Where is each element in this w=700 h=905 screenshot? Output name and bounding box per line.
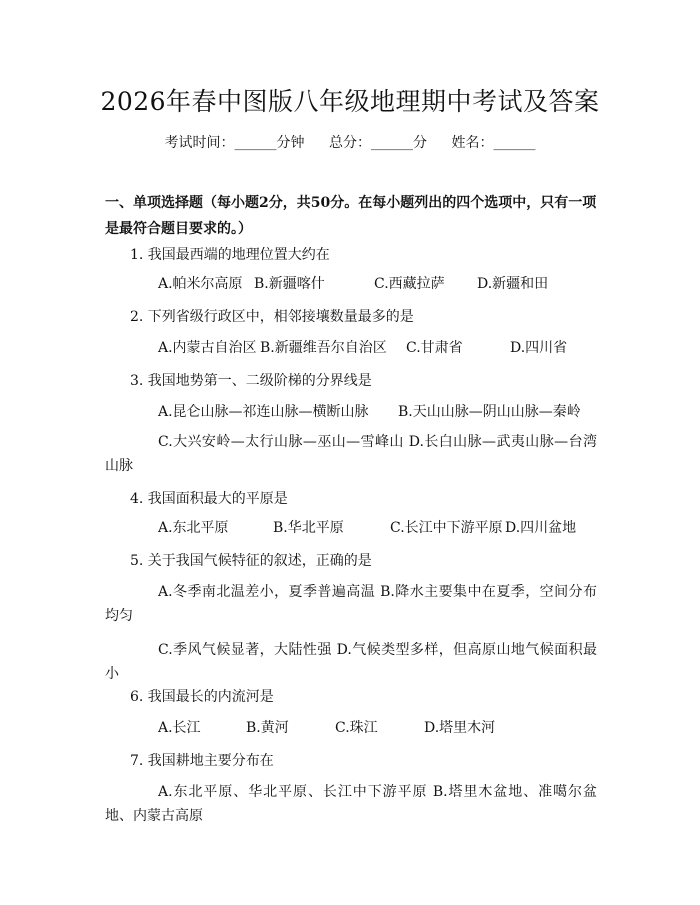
option-a: A.内蒙古自治区: [158, 340, 257, 356]
option-a: A.昆仑山脉—祁连山脉—横断山脉: [158, 404, 369, 420]
section-heading: 一、单项选择题（每小题2分，共50分。在每小题列出的四个选项中，只有一项是最符合题目要求的。）: [105, 195, 597, 237]
question-7: 7. 我国耕地主要分布在: [130, 753, 274, 769]
option-a: A.长江: [158, 720, 201, 736]
option-b: B.黄河: [246, 720, 289, 736]
option-d: D.四川盆地: [505, 520, 577, 536]
student-name: 姓名：______: [451, 135, 536, 151]
option-c: C.甘肃省: [406, 340, 463, 356]
question-5-options-line2: C.季风气候显著，大陆性强 D.气候类型多样，但高原山地气候面积最小: [105, 642, 597, 682]
option-b: B.新疆维吾尔自治区: [260, 340, 387, 356]
option-d: D.塔里木河: [424, 720, 496, 736]
question-4-options: [105, 516, 597, 540]
question-5: 5. 关于我国气候特征的叙述，正确的是: [130, 553, 372, 569]
page-title: 2026年春中图版八年级地理期中考试及答案: [100, 87, 600, 116]
question-3-options-line2: C.大兴安岭—太行山脉—巫山—雪峰山 D.长白山脉—武夷山脉—台湾山脉: [105, 434, 597, 474]
option-d: D.新疆和田: [477, 276, 549, 292]
option-d: D.四川省: [510, 340, 568, 356]
exam-time: 考试时间：______分钟: [164, 135, 305, 151]
question-1-options: [105, 272, 597, 296]
total-score: 总分：______分: [329, 135, 427, 151]
question-6: 6. 我国最长的内流河是: [130, 689, 274, 705]
option-b: B.新疆喀什: [254, 276, 325, 292]
question-1: 1. 我国最西端的地理位置大约在: [130, 247, 330, 263]
exam-meta: [0, 132, 700, 152]
option-c: C.长江中下游平原: [390, 520, 503, 536]
option-a: A.帕米尔高原: [158, 276, 243, 292]
question-2-options: [105, 336, 597, 360]
question-5-options-line1: A.冬季南北温差小，夏季普遍高温 B.降水主要集中在夏季，空间分布均匀: [105, 584, 597, 624]
option-b: B.华北平原: [273, 520, 344, 536]
question-7-options-line1: A.东北平原、华北平原、长江中下游平原 B.塔里木盆地、准噶尔盆地、内蒙古高原: [105, 784, 597, 824]
question-4: 4. 我国面积最大的平原是: [130, 491, 288, 507]
question-3-options: [105, 400, 597, 478]
option-a: A.东北平原: [158, 520, 229, 536]
option-b: B.天山山脉—阴山山脉—秦岭: [398, 404, 581, 420]
option-c: C.西藏拉萨: [374, 276, 445, 292]
question-2: 2. 下列省级行政区中，相邻接壤数量最多的是: [130, 309, 414, 325]
question-5-options: [105, 580, 597, 686]
option-c: C.珠江: [335, 720, 378, 736]
question-6-options: [105, 716, 597, 740]
question-7-options: [105, 780, 597, 828]
question-3: 3. 我国地势第一、二级阶梯的分界线是: [130, 373, 372, 389]
